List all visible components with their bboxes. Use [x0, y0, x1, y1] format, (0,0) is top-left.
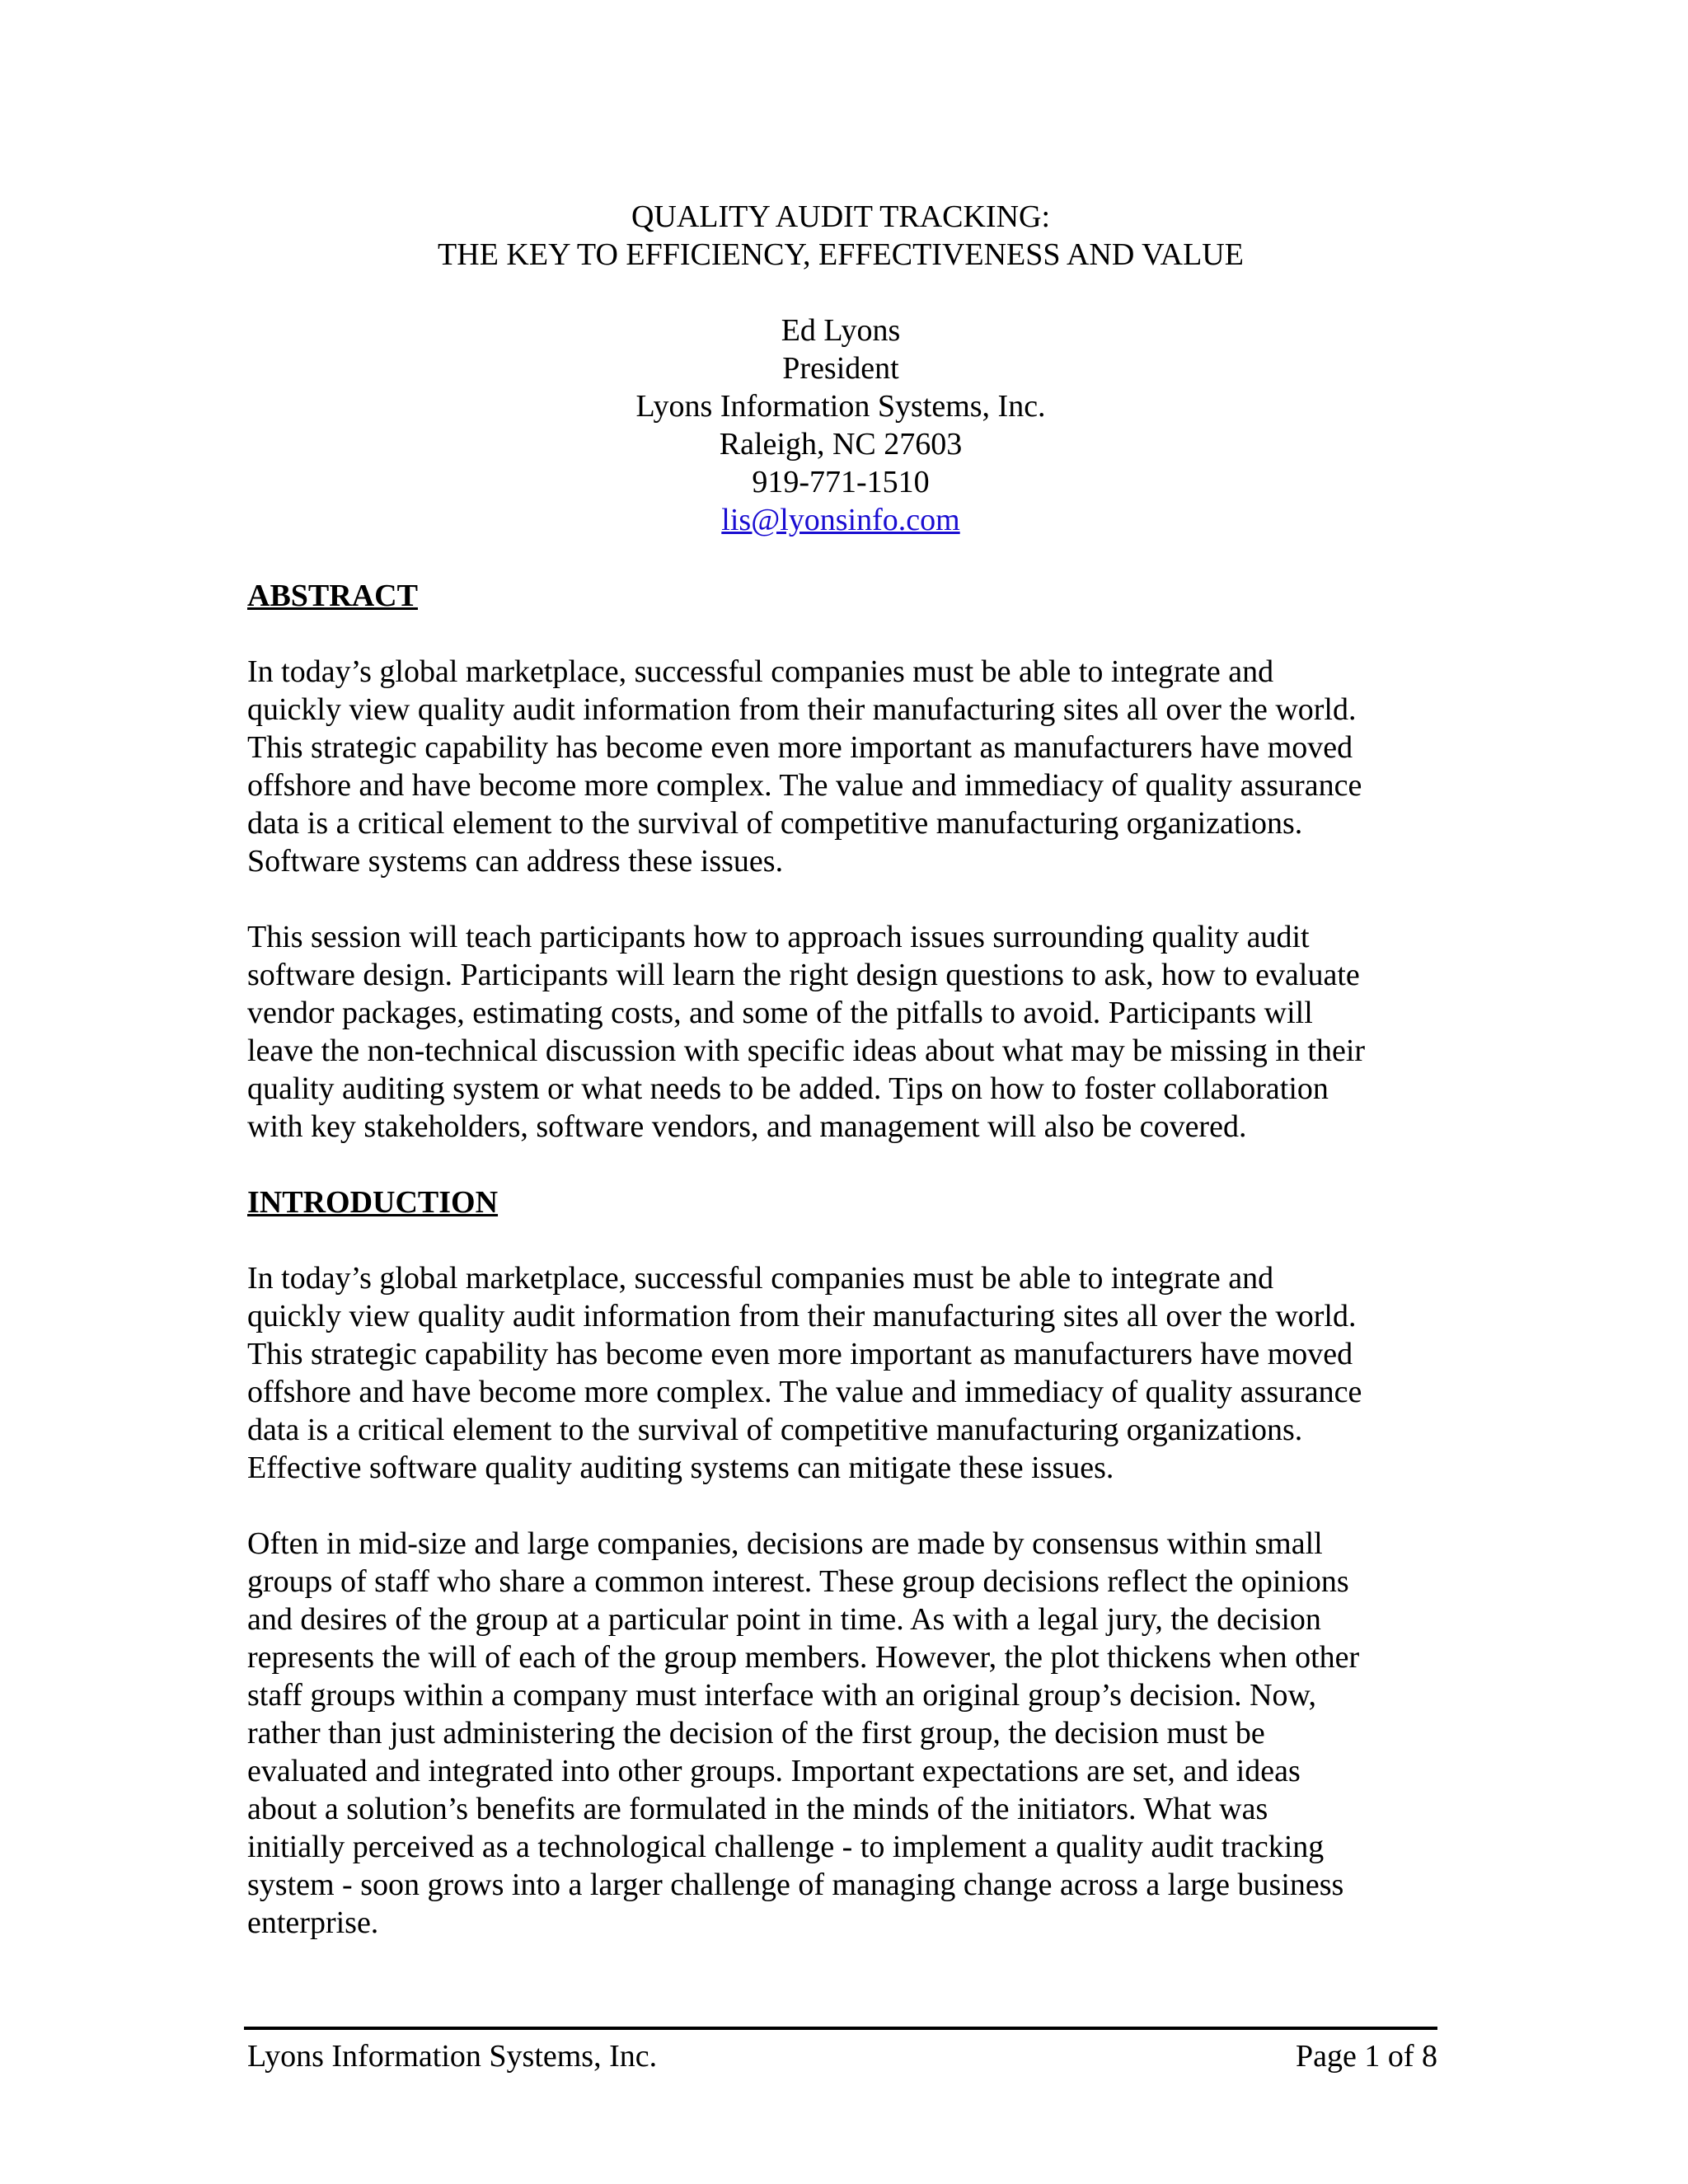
introduction-paragraph-1	[247, 1259, 1434, 1487]
paragraph-line: Effective software quality auditing systems can mitigate these issues.	[247, 1451, 1114, 1485]
paragraph-line: data is a critical element to the survival of competitive manufacturing organizations.	[247, 806, 1303, 841]
author-email-link[interactable]: lis@lyonsinfo.com	[721, 503, 960, 537]
paragraph-line: staff groups within a company must interface with an original group’s decision. Now,	[247, 1678, 1317, 1713]
author-phone: 919-771-1510	[752, 465, 930, 499]
paragraph-line: offshore and have become more complex. The value and immediacy of quality assurance	[247, 768, 1362, 803]
paragraph-line: initially perceived as a technological challenge - to implement a quality audit tracking	[247, 1830, 1325, 1864]
paragraph-line: quickly view quality audit information from their manufacturing sites all over the world.	[247, 692, 1357, 727]
paragraph-line: This strategic capability has become even more important as manufacturers have moved	[247, 730, 1353, 765]
title-line-2: THE KEY TO EFFICIENCY, EFFECTIVENESS AND VALUE	[438, 237, 1244, 272]
paragraph-line: offshore and have become more complex. The value and immediacy of quality assurance	[247, 1375, 1362, 1409]
paragraph-line: quality auditing system or what needs to be added. Tips on how to foster collaboration	[247, 1071, 1329, 1106]
footer-company: Lyons Information Systems, Inc.	[247, 2039, 658, 2074]
paragraph-line: data is a critical element to the survival of competitive manufacturing organizations.	[247, 1413, 1303, 1447]
document-page	[247, 198, 1434, 1942]
paragraph-line: Software systems can address these issues.	[247, 844, 784, 879]
footer-page-number: Page 1 of 8	[1295, 2039, 1437, 2074]
introduction-paragraph-2	[247, 1525, 1434, 1942]
paragraph-line: enterprise.	[247, 1905, 379, 1940]
paragraph-line: about a solution’s benefits are formulated in the minds of the initiators. What was	[247, 1792, 1268, 1826]
abstract-paragraph-2	[247, 918, 1434, 1146]
paragraph-line: leave the non-technical discussion with specific ideas about what may be missing in their	[247, 1033, 1366, 1068]
paragraph-line: In today’s global marketplace, successful companies must be able to integrate and	[247, 1261, 1274, 1296]
author-block	[247, 312, 1434, 539]
paragraph-line: with key stakeholders, software vendors, and management will also be covered.	[247, 1109, 1247, 1144]
paragraph-line: and desires of the group at a particular point in time. As with a legal jury, the decision	[247, 1602, 1321, 1637]
paragraph-line: Often in mid-size and large companies, decisions are made by consensus within small	[247, 1526, 1323, 1561]
paragraph-line: rather than just administering the decision of the first group, the decision must be	[247, 1716, 1265, 1750]
author-company: Lyons Information Systems, Inc.	[635, 389, 1046, 424]
paragraph-line: system - soon grows into a larger challenge of managing change across a large business	[247, 1868, 1344, 1902]
paragraph-line: groups of staff who share a common interest. These group decisions reflect the opinions	[247, 1564, 1349, 1599]
abstract-paragraph-1	[247, 653, 1434, 880]
paragraph-line: quickly view quality audit information from their manufacturing sites all over the world.	[247, 1299, 1357, 1333]
paragraph-line: This session will teach participants how to approach issues surrounding quality audit	[247, 920, 1310, 954]
paragraph-line: evaluated and integrated into other groups. Important expectations are set, and ideas	[247, 1754, 1301, 1788]
author-name: Ed Lyons	[781, 313, 901, 348]
paragraph-line: software design. Participants will learn the right design questions to ask, how to evaluate	[247, 958, 1360, 992]
footer-rule	[244, 2027, 1437, 2030]
paragraph-line: vendor packages, estimating costs, and some of the pitfalls to avoid. Participants will	[247, 996, 1313, 1030]
paragraph-line: In today’s global marketplace, successful companies must be able to integrate and	[247, 654, 1274, 689]
title-line-1: QUALITY AUDIT TRACKING:	[631, 199, 1051, 234]
paragraph-line: represents the will of each of the group members. However, the plot thickens when other	[247, 1640, 1360, 1675]
introduction-heading: INTRODUCTION	[247, 1185, 499, 1220]
author-email-wrap	[247, 501, 1434, 539]
document-title	[247, 198, 1434, 274]
author-location: Raleigh, NC 27603	[719, 427, 963, 462]
author-position: President	[782, 351, 899, 386]
abstract-heading: ABSTRACT	[247, 579, 418, 613]
paragraph-line: This strategic capability has become even more important as manufacturers have moved	[247, 1337, 1353, 1371]
